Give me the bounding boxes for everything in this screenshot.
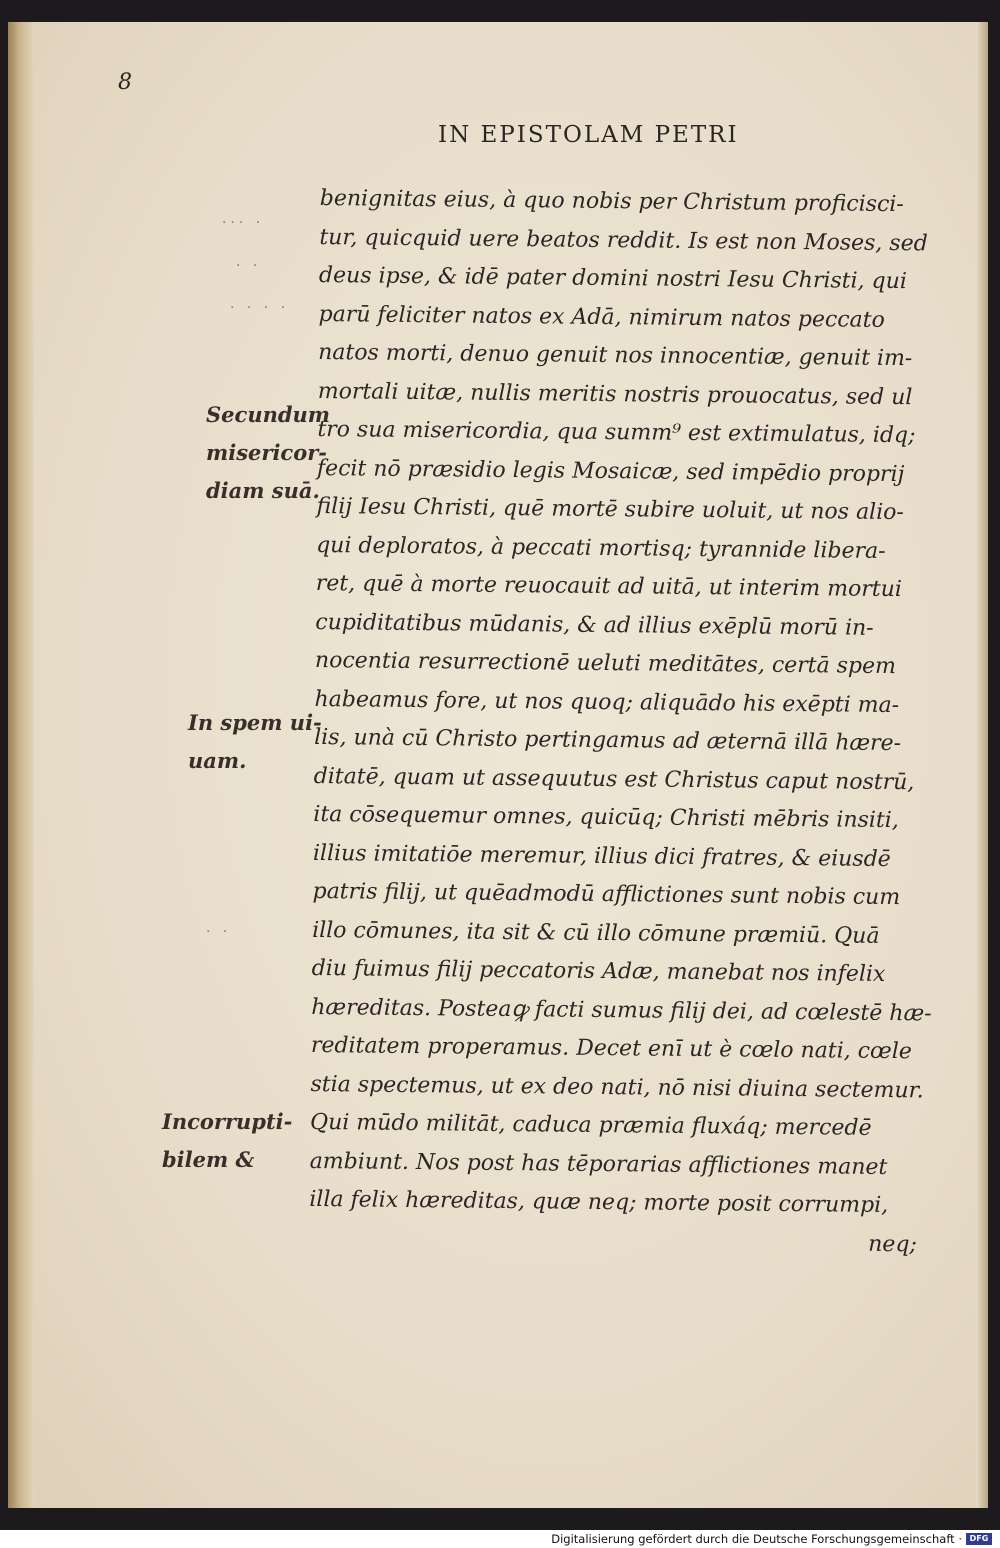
text-line: deus ipse, & idē pater domini nostri Iesu Christi, qui bbox=[318, 262, 908, 295]
running-header: IN EPISTOLAM PETRI bbox=[438, 122, 739, 148]
page-gutter bbox=[8, 22, 34, 1508]
catchword: neq; bbox=[868, 1231, 918, 1257]
marginal-note-line: Incorrupti- bbox=[162, 1109, 293, 1134]
marginal-note-line: uam. bbox=[188, 748, 247, 773]
text-line: tro sua misericordia, qua summ⁹ est extimulatus, idq; bbox=[317, 416, 916, 449]
text-line: illo cōmunes, ita sit & cū illo cōmune præmiū. Quā bbox=[312, 917, 880, 949]
text-line: Qui mūdo militāt, caduca præmia fluxáq; mercedē bbox=[309, 1109, 872, 1141]
faint-mark: · · bbox=[206, 924, 232, 940]
text-line: benignitas eius, à quo nobis per Christum proficisci- bbox=[319, 185, 904, 218]
text-line: ret, quē à morte reuocauit ad uitā, ut interim mortui bbox=[315, 570, 903, 603]
text-line: diu fuimus filij peccatoris Adæ, manebat nos infelix bbox=[311, 955, 886, 987]
text-line: habeamus fore, ut nos quoq; aliquādo his exēpti ma- bbox=[314, 686, 900, 718]
text-line: stia spectemus, ut ex deo nati, nō nisi diuina sectemur. bbox=[310, 1071, 924, 1103]
text-line: ambiunt. Nos post has tēporarias afflictiones manet bbox=[309, 1148, 888, 1180]
text-line: qui deploratos, à peccati mortisq; tyrannide libera- bbox=[316, 532, 886, 564]
text-line: ita cōsequemur omnes, quicūq; Christi mēbris insiti, bbox=[313, 801, 899, 834]
body-text bbox=[309, 180, 968, 1265]
page-mark: 8 bbox=[118, 70, 132, 95]
faint-mark: · · · · bbox=[230, 300, 290, 316]
marginal-note-line: bilem & bbox=[162, 1147, 255, 1172]
text-line: filij Iesu Christi, quē mortē subire uoluit, ut nos alio- bbox=[316, 493, 905, 526]
text-line: illa felix hæreditas, quæ neq; morte posit corrumpi, bbox=[309, 1186, 889, 1219]
marginal-note-line: In spem ui- bbox=[188, 710, 322, 735]
text-line: hæreditas. Posteaꝙ facti sumus filij dei, ad cœlestē hæ- bbox=[311, 994, 932, 1026]
faint-mark: ··· · bbox=[222, 215, 265, 231]
faint-mark: · · bbox=[236, 258, 262, 274]
text-line: nocentia resurrectionē ueluti meditātes, certā spem bbox=[314, 647, 897, 680]
marginal-note-line: misericor- bbox=[206, 440, 327, 465]
text-line: lis, unà cū Christo pertingamus ad æternā illā hære- bbox=[314, 724, 902, 757]
marginal-note bbox=[188, 704, 322, 780]
digitization-footer bbox=[0, 1530, 1000, 1548]
text-line: tur, quicquid uere beatos reddit. Is est non Moses, sed bbox=[319, 224, 928, 256]
text-line: parū feliciter natos ex Adā, nimirum natos peccato bbox=[318, 301, 885, 333]
marginal-note bbox=[162, 1103, 292, 1179]
text-line: illius imitatiōe meremur, illius dici fratres, & eiusdē bbox=[312, 840, 891, 872]
page-fore-edge bbox=[976, 22, 988, 1508]
funding-credit: Digitalisierung gefördert durch die Deutsche Forschungsgemeinschaft · bbox=[551, 1532, 962, 1546]
text-line: reditatem properamus. Decet enī ut è cœlo nati, cœle bbox=[310, 1032, 912, 1065]
text-line: natos morti, denuo genuit nos innocentiæ, genuit im- bbox=[318, 339, 913, 372]
text-line: mortali uitæ, nullis meritis nostris prouocatus, sed ul bbox=[317, 378, 913, 410]
dfg-logo: DFG bbox=[966, 1533, 992, 1545]
text-line: cupiditatibus mūdanis, & ad illius exēplū morū in- bbox=[315, 609, 874, 641]
marginal-note-line: Secundum bbox=[206, 402, 331, 427]
marginal-note bbox=[206, 396, 330, 510]
text-line: ditatē, quam ut assequutus est Christus caput nostrū, bbox=[313, 763, 915, 795]
text-line: patris filij, ut quēadmodū afflictiones sunt nobis cum bbox=[312, 878, 901, 911]
text-line: fecit nō præsidio legis Mosaicæ, sed impēdio proprij bbox=[316, 455, 905, 487]
marginal-note-line: diam suā. bbox=[206, 478, 320, 503]
